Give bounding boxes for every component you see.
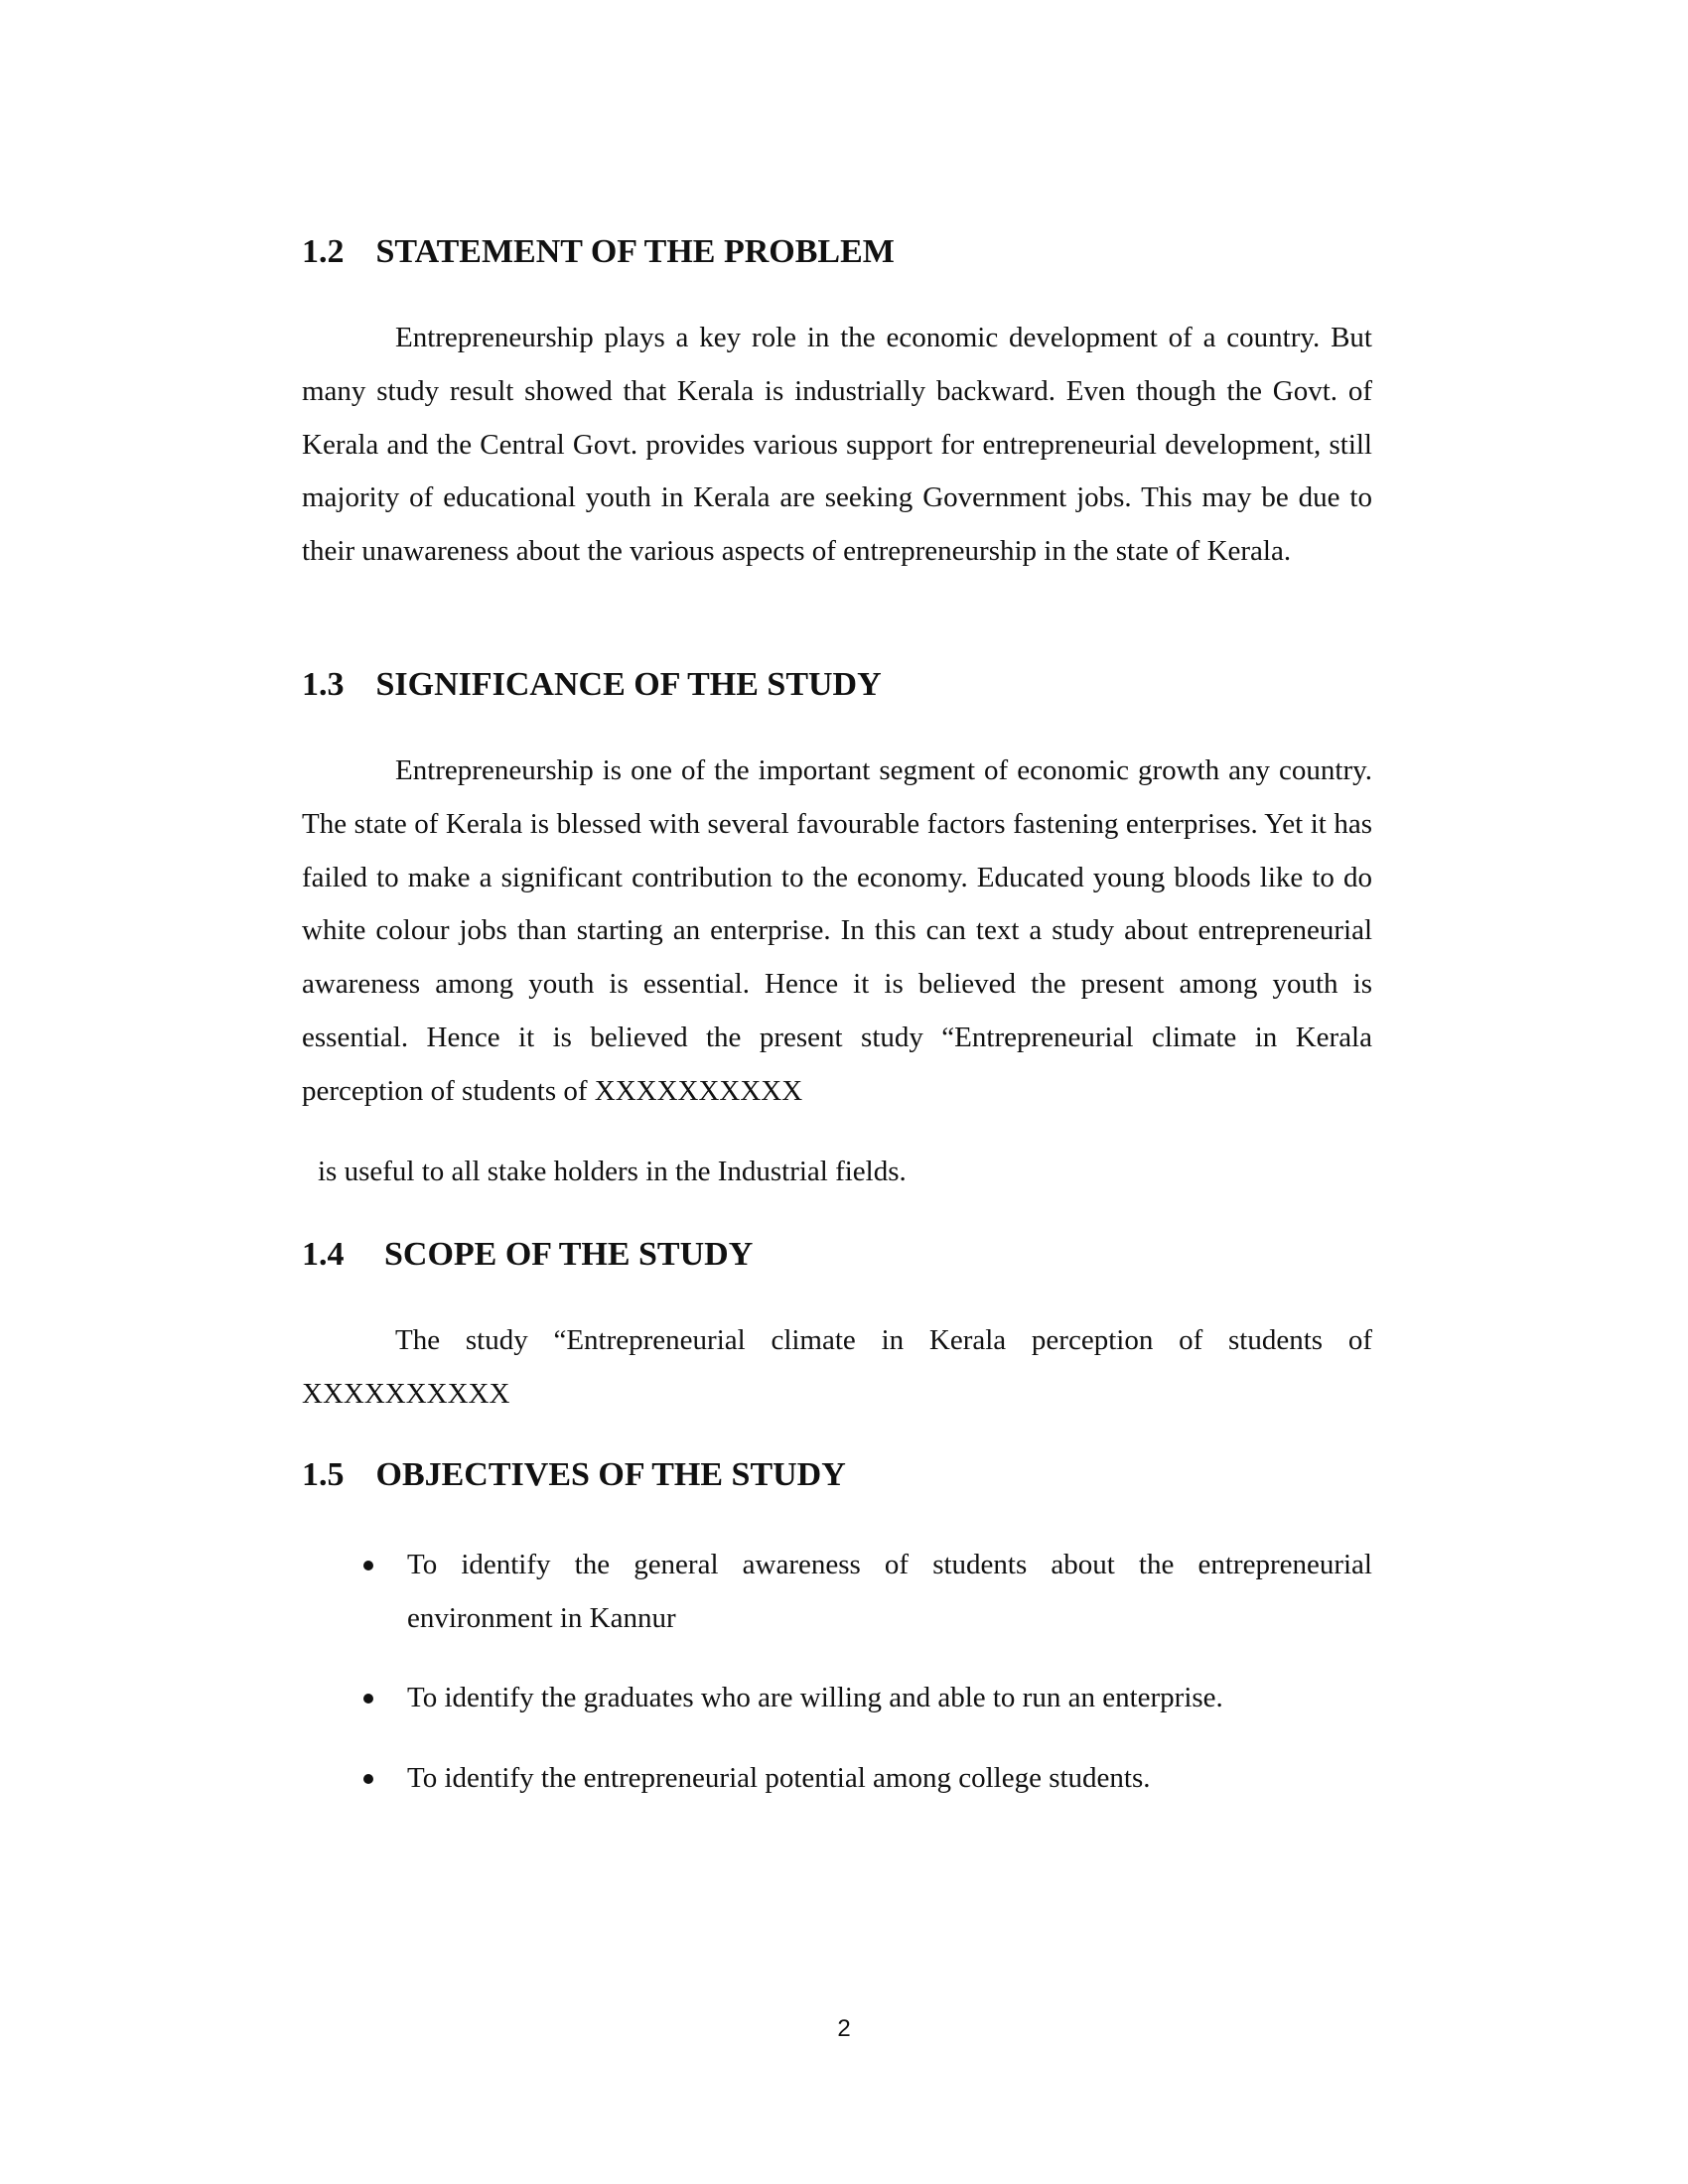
section-title: SIGNIFICANCE OF THE STUDY <box>375 666 882 703</box>
section-number: 1.3 <box>302 666 345 703</box>
section-heading-1-5 <box>302 1455 846 1495</box>
section-title: SCOPE OF THE STUDY <box>384 1236 754 1273</box>
objective-text: To identify the general awareness of students about the entrepreneurial environment in Kannur <box>407 1549 1372 1634</box>
problem-statement-paragraph: Entrepreneurship plays a key role in the economic development of a country. But many study result showed that Kerala is industrially backward. Even though the Govt. of Kerala and the Central Govt. provides various support for entrepreneurial development, still majority of educational youth in Kerala are seeking Government jobs. This may be due to their unawareness about the various aspects of entrepreneurship in the state of Kerala. <box>302 322 1372 568</box>
section-heading-1-2 <box>302 232 895 272</box>
objective-text: To identify the entrepreneurial potential among college students. <box>407 1762 1151 1795</box>
scope-paragraph: The study “Entrepreneurial climate in Kerala perception of students of XXXXXXXXXX <box>302 1324 1372 1410</box>
list-item <box>302 1539 1372 1646</box>
section-number: 1.4 <box>302 1236 345 1273</box>
significance-continuation: is useful to all stake holders in the Industrial fields. <box>318 1156 907 1187</box>
list-item <box>302 1672 1372 1725</box>
list-item <box>302 1752 1372 1806</box>
bullet-icon <box>363 1694 373 1704</box>
section-number: 1.2 <box>302 233 345 270</box>
objectives-list <box>302 1539 1372 1806</box>
bullet-icon <box>363 1561 373 1570</box>
section-title: OBJECTIVES OF THE STUDY <box>375 1456 846 1493</box>
section-heading-1-3 <box>302 665 882 705</box>
objective-text: To identify the graduates who are willing and able to run an enterprise. <box>407 1681 1223 1713</box>
section-heading-1-4 <box>302 1235 753 1275</box>
section-title: STATEMENT OF THE PROBLEM <box>375 233 895 270</box>
significance-paragraph: Entrepreneurship is one of the important segment of economic growth any country. The state of Kerala is blessed with several favourable factors fastening enterprises. Yet it has failed to make a significant contribution to the economy. Educated young bloods like to do white colour jobs than starting an enterprise. In this can text a study about entrepreneurial awareness among youth is essential. Hence it is believed the present among youth is essential. Hence it is believed the present study “Entrepreneurial climate in Kerala perception of students of XXXXXXXXXX <box>302 754 1372 1107</box>
section-number: 1.5 <box>302 1456 345 1493</box>
page-number: 2 <box>837 2015 851 2042</box>
bullet-icon <box>363 1774 373 1784</box>
